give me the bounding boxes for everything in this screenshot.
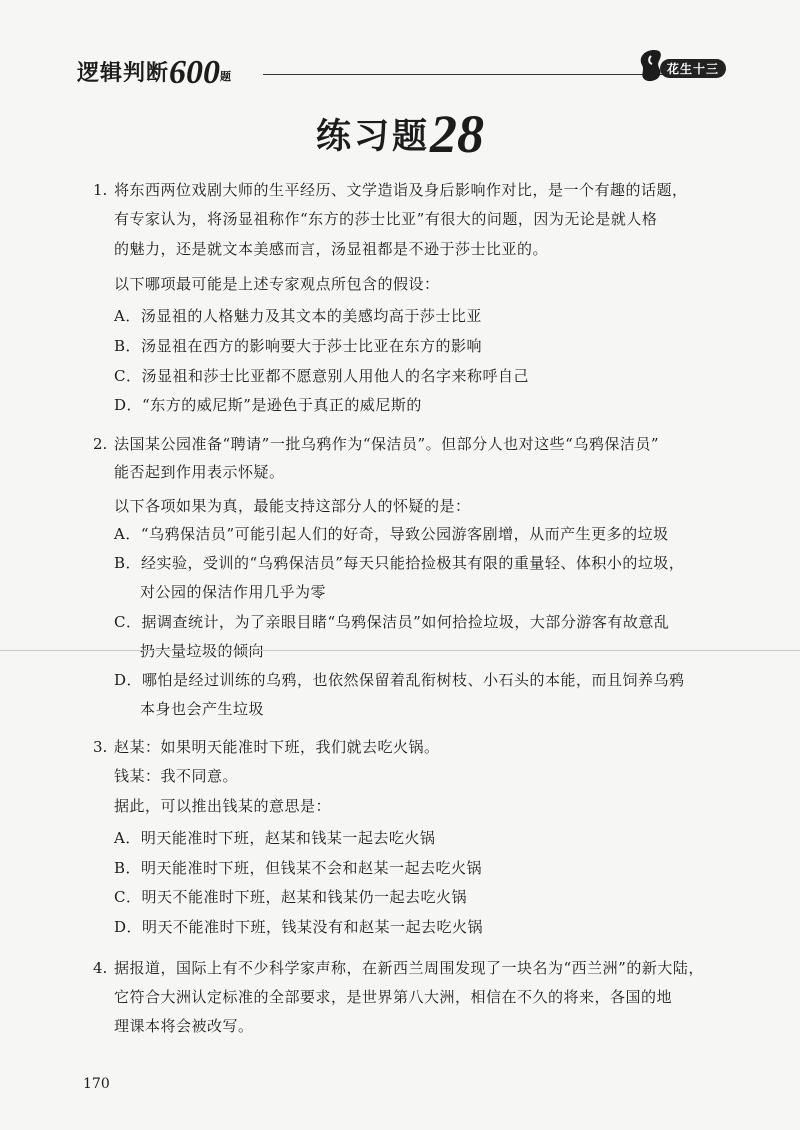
answer-option: D．哪怕是经过训练的乌鸦，也依然保留着乱衔树枝、小石头的本能，而且饲养乌鸦 (114, 671, 685, 689)
answer-option: D．“东方的威尼斯”是逊色于真正的威尼斯的 (114, 396, 422, 414)
question-stem-line: 它符合大洲认定标准的全部要求，是世界第八大洲，相信在不久的将来，各国的地 (114, 988, 673, 1006)
answer-option: A．汤显祖的人格魅力及其文本的美感均高于莎士比亚 (114, 307, 482, 325)
answer-option: B．明天能准时下班，但钱某不会和赵某一起去吃火锅 (114, 859, 483, 877)
question-stem-line: 赵某：如果明天能准时下班，我们就去吃火锅。 (114, 738, 440, 756)
question-number: 3. (93, 738, 108, 756)
question-stem-line: 将东西两位戏剧大师的生平经历、文学造诣及身后影响作对比，是一个有趣的话题， (114, 181, 688, 199)
question-stem-line: 理课本将会被改写。 (114, 1017, 254, 1035)
section-title-text: 练习题 (315, 117, 430, 157)
question-stem-line: 钱某：我不同意。 (114, 767, 239, 785)
book-title-text: 逻辑判断 (77, 61, 170, 86)
answer-option: C．据调查统计，为了亲眼目睹“乌鸦保洁员”如何拾捡垃圾，大部分游客有故意乱 (114, 613, 670, 631)
brand-logo (632, 48, 732, 82)
answer-option: C．明天不能准时下班，赵某和钱某仍一起去吃火锅 (114, 888, 467, 906)
question-number: 2. (93, 435, 108, 453)
answer-option: C．汤显祖和莎士比亚都不愿意别人用他人的名字来称呼自己 (114, 367, 529, 385)
question-stem-line: 以下哪项最可能是上述专家观点所包含的假设： (114, 275, 440, 293)
answer-option: D．明天不能准时下班，钱某没有和赵某一起去吃火锅 (114, 918, 484, 936)
question-number: 4. (93, 959, 108, 977)
page-number: 170 (83, 1076, 110, 1092)
brand-name: 花生十三 (660, 59, 726, 78)
book-title-number: 600 (169, 54, 221, 91)
answer-option: A．明天能准时下班，赵某和钱某一起去吃火锅 (114, 829, 436, 847)
answer-option: B．汤显祖在西方的影响要大于莎士比亚在东方的影响 (114, 337, 483, 355)
section-title-number: 28 (430, 104, 484, 164)
question-stem-line: 的魅力，还是就文本美感而言，汤显祖都是不逊于莎士比亚的。 (114, 240, 549, 258)
question-stem-line: 有专家认为，将汤显祖称作“东方的莎士比亚”有很大的问题，因为无论是就人格 (114, 210, 658, 228)
question-number: 1. (93, 181, 108, 199)
question-stem-line: 以下各项如果为真，最能支持这部分人的怀疑的是： (114, 497, 471, 515)
page-header (77, 44, 727, 91)
question-stem-line: 据此，可以推出钱某的意思是： (114, 797, 332, 815)
question-stem-line: 据报道，国际上有不少科学家声称，在新西兰周围发现了一块名为“西兰洲”的新大陆， (114, 959, 704, 977)
question-stem-line: 能否起到作用表示怀疑。 (114, 463, 285, 481)
answer-option-continuation: 对公园的保洁作用几乎为零 (140, 583, 327, 601)
book-title (77, 54, 232, 92)
question-stem-line: 法国某公园准备“聘请”一批乌鸦作为“保洁员”。但部分人也对这些“乌鸦保洁员” (114, 435, 660, 453)
scan-fold-line (0, 650, 800, 651)
answer-option-continuation: 本身也会产生垃圾 (140, 700, 265, 718)
answer-option-continuation: 扔大量垃圾的倾向 (140, 642, 265, 660)
book-title-suffix: 题 (220, 70, 233, 83)
section-title (0, 103, 800, 165)
answer-option: B．经实验，受训的“乌鸦保洁员”每天只能拾捡极其有限的重量轻、体积小的垃圾， (114, 554, 685, 572)
answer-option: A．“乌鸦保洁员”可能引起人们的好奇，导致公园游客剧增，从而产生更多的垃圾 (114, 525, 669, 543)
header-rule (263, 74, 695, 75)
